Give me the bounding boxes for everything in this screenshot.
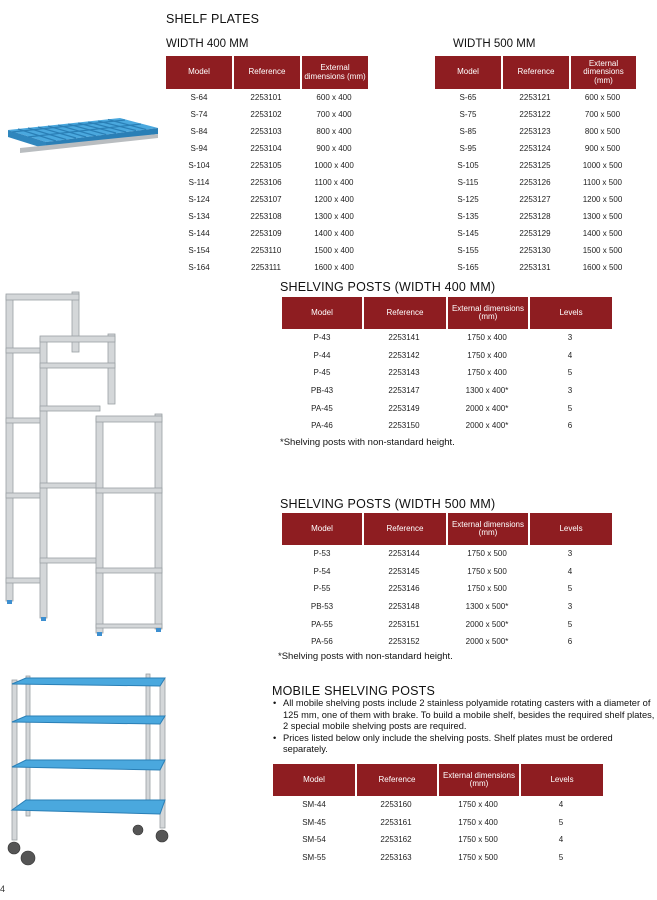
dimensions-cell: 1500 x 500	[582, 246, 623, 255]
header-model: Model	[166, 56, 232, 89]
table-row	[166, 208, 368, 225]
posts-400-table	[282, 297, 612, 435]
reference-cell: 2253147	[388, 386, 420, 396]
model-cell: PB-53	[310, 602, 334, 612]
dimensions-cell: 1300 x 400	[314, 212, 354, 221]
header-reference: Reference	[355, 764, 437, 796]
header-dimensions: External dimensions (mm)	[569, 56, 636, 89]
levels-cell: 4	[558, 800, 564, 810]
reference-cell: 2253148	[388, 602, 420, 612]
table-row	[282, 580, 612, 598]
reference-cell: 2253123	[519, 127, 551, 136]
dimensions-cell: 1750 x 500	[458, 835, 498, 845]
reference-cell: 2253104	[250, 144, 282, 153]
dimensions-cell: 1750 x 500	[467, 549, 507, 559]
table-row	[435, 242, 636, 259]
header-dimensions: External dimensions (mm)	[437, 764, 519, 796]
width-400-title: WIDTH 400 MM	[166, 38, 249, 50]
model-cell: S-135	[457, 212, 479, 221]
levels-cell: 5	[567, 619, 573, 629]
reference-cell: 2253106	[250, 178, 282, 187]
reference-cell: 2253128	[519, 212, 551, 221]
model-cell: S-144	[188, 229, 210, 238]
levels-cell: 3	[567, 386, 573, 396]
page-number: 4	[0, 884, 6, 894]
dimensions-cell: 700 x 400	[316, 110, 352, 119]
model-cell: S-124	[188, 195, 210, 204]
model-cell: S-65	[459, 93, 477, 102]
dimensions-cell: 1750 x 400	[458, 800, 498, 810]
model-cell: P-45	[313, 368, 331, 378]
header-reference: Reference	[232, 56, 300, 89]
dimensions-cell: 2000 x 500*	[465, 637, 509, 647]
header-levels: Levels	[528, 513, 612, 545]
dimensions-cell: 1600 x 500	[582, 263, 623, 272]
reference-cell: 2253144	[388, 549, 420, 559]
model-cell: SM-55	[302, 853, 326, 863]
reference-cell: 2253126	[519, 178, 551, 187]
table-row	[282, 399, 612, 417]
width-500-title: WIDTH 500 MM	[453, 38, 536, 50]
model-cell: S-164	[188, 263, 210, 272]
dimensions-cell: 1100 x 500	[583, 178, 622, 187]
reference-cell: 2253131	[519, 263, 551, 272]
reference-cell: 2253122	[519, 110, 551, 119]
table-row	[273, 831, 603, 849]
dimensions-cell: 800 x 500	[584, 127, 621, 136]
dimensions-cell: 1000 x 400	[314, 161, 354, 170]
dimensions-cell: 1750 x 400	[467, 333, 507, 343]
table-row	[435, 191, 636, 208]
table-row	[435, 174, 636, 191]
levels-cell: 4	[558, 835, 564, 845]
dimensions-cell: 1750 x 500	[458, 853, 498, 863]
table-row	[282, 545, 612, 563]
table-row	[282, 329, 612, 347]
table-row	[166, 89, 368, 106]
model-cell: PA-46	[311, 421, 333, 431]
model-cell: S-134	[188, 212, 210, 221]
dimensions-cell: 900 x 400	[316, 144, 352, 153]
dimensions-cell: 1300 x 500*	[465, 602, 509, 612]
header-dimensions: External dimensions (mm)	[300, 56, 368, 89]
model-cell: S-105	[457, 161, 479, 170]
model-cell: S-114	[188, 178, 210, 187]
reference-cell: 2253108	[250, 212, 282, 221]
header-reference: Reference	[362, 297, 446, 329]
table-row	[166, 191, 368, 208]
reference-cell: 2253127	[519, 195, 551, 204]
reference-cell: 2253150	[388, 421, 420, 431]
table-row	[435, 259, 636, 276]
levels-cell: 6	[567, 421, 573, 431]
reference-cell: 2253151	[388, 619, 420, 629]
model-cell: S-145	[457, 229, 479, 238]
shelf-plates-title: SHELF PLATES	[166, 12, 260, 26]
dimensions-cell: 700 x 500	[584, 110, 621, 119]
table-row	[166, 123, 368, 140]
table-row	[435, 140, 636, 157]
reference-cell: 2253142	[388, 350, 420, 360]
mobile-posts-table	[273, 764, 603, 866]
dimensions-cell: 1750 x 500	[467, 566, 507, 576]
table-row	[282, 615, 612, 633]
model-cell: P-44	[313, 350, 331, 360]
levels-cell: 5	[567, 368, 573, 378]
levels-cell: 4	[567, 566, 573, 576]
reference-cell: 2253145	[388, 566, 420, 576]
reference-cell: 2253107	[250, 195, 282, 204]
dimensions-cell: 1200 x 500	[582, 195, 623, 204]
table-row	[435, 208, 636, 225]
table-row	[435, 123, 636, 140]
reference-cell: 2253130	[519, 246, 551, 255]
model-cell: P-53	[313, 549, 331, 559]
table-row	[282, 347, 612, 365]
mobile-bullet-prices: • Prices listed below only include the shelving posts. Shelf plates must be ordered separately.	[271, 733, 655, 756]
dimensions-cell: 600 x 400	[316, 93, 352, 102]
table-row	[273, 814, 603, 832]
dimensions-cell: 1400 x 500	[582, 229, 623, 238]
table-header-row	[273, 764, 603, 796]
shelf-plate-image	[0, 108, 160, 168]
model-cell: S-125	[457, 195, 479, 204]
model-cell: S-94	[190, 144, 208, 153]
dimensions-cell: 1750 x 400	[467, 368, 507, 378]
model-cell: P-55	[313, 584, 331, 594]
posts-500-table	[282, 513, 612, 651]
header-dimensions: External dimensions (mm)	[446, 513, 528, 545]
mobile-bullet-list	[271, 698, 655, 756]
table-row	[166, 242, 368, 259]
reference-cell: 2253143	[388, 368, 420, 378]
header-model: Model	[435, 56, 501, 89]
table-row	[166, 140, 368, 157]
posts-400-note: *Shelving posts with non-standard height.	[280, 437, 455, 448]
reference-cell: 2253121	[519, 93, 551, 102]
reference-cell: 2253141	[388, 333, 420, 343]
reference-cell: 2253110	[250, 246, 282, 255]
mobile-shelving-image	[0, 672, 178, 870]
table-row	[435, 89, 636, 106]
levels-cell: 6	[567, 637, 573, 647]
reference-cell: 2253111	[251, 263, 281, 272]
table-header-row	[282, 513, 612, 545]
reference-cell: 2253161	[380, 817, 412, 827]
reference-cell: 2253163	[380, 853, 412, 863]
reference-cell: 2253149	[388, 403, 420, 413]
model-cell: SM-45	[302, 817, 326, 827]
reference-cell: 2253162	[380, 835, 412, 845]
table-header-row	[166, 56, 368, 89]
model-cell: P-54	[313, 566, 331, 576]
model-cell: PA-56	[311, 637, 333, 647]
dimensions-cell: 2000 x 400*	[465, 421, 509, 431]
table-row	[435, 157, 636, 174]
table-row	[282, 563, 612, 581]
dimensions-cell: 1300 x 400*	[465, 386, 509, 396]
table-row	[282, 364, 612, 382]
dimensions-cell: 1750 x 400	[458, 817, 498, 827]
table-row	[166, 259, 368, 276]
dimensions-cell: 2000 x 500*	[465, 619, 509, 629]
model-cell: S-64	[190, 93, 208, 102]
reference-cell: 2253105	[250, 161, 282, 170]
model-cell: S-104	[188, 161, 210, 170]
model-cell: PA-45	[311, 403, 333, 413]
model-cell: SM-54	[302, 835, 326, 845]
header-levels: Levels	[528, 297, 612, 329]
reference-cell: 2253125	[519, 161, 551, 170]
table-row	[166, 225, 368, 242]
dimensions-cell: 1750 x 400	[467, 350, 507, 360]
shelving-posts-image	[0, 288, 168, 644]
dimensions-cell: 2000 x 400*	[465, 403, 509, 413]
levels-cell: 3	[567, 333, 573, 343]
header-model: Model	[282, 513, 362, 545]
model-cell: S-85	[459, 127, 477, 136]
shelf-plates-500-table	[435, 56, 636, 276]
header-levels: Levels	[519, 764, 603, 796]
reference-cell: 2253124	[519, 144, 551, 153]
table-row	[435, 106, 636, 123]
model-cell: S-155	[457, 246, 479, 255]
table-header-row	[282, 297, 612, 329]
levels-cell: 5	[567, 403, 573, 413]
reference-cell: 2253129	[519, 229, 551, 238]
posts-500-note: *Shelving posts with non-standard height.	[278, 651, 453, 662]
table-row	[282, 633, 612, 651]
dimensions-cell: 900 x 500	[584, 144, 621, 153]
mobile-bullet-casters: • All mobile shelving posts include 2 stainless polyamide rotating casters with a diameter of 125 mm, one of them with brake. To build a mobile shelf, besides the required shelf plates, 2 special mobile shelving posts are required.	[271, 698, 655, 733]
dimensions-cell: 1400 x 400	[314, 229, 354, 238]
model-cell: S-84	[190, 127, 208, 136]
levels-cell: 5	[558, 817, 564, 827]
posts-400-title: SHELVING POSTS (WIDTH 400 MM)	[280, 280, 496, 294]
model-cell: S-95	[459, 144, 477, 153]
model-cell: PB-43	[310, 386, 334, 396]
levels-cell: 3	[567, 549, 573, 559]
dimensions-cell: 1200 x 400	[314, 195, 354, 204]
table-row	[282, 382, 612, 400]
table-header-row	[435, 56, 636, 89]
table-row	[166, 157, 368, 174]
model-cell: P-43	[313, 333, 331, 343]
table-row	[282, 417, 612, 435]
reference-cell: 2253101	[250, 93, 282, 102]
reference-cell: 2253109	[250, 229, 282, 238]
table-row	[273, 849, 603, 867]
header-reference: Reference	[501, 56, 569, 89]
levels-cell: 3	[567, 602, 573, 612]
model-cell: PA-55	[311, 619, 333, 629]
dimensions-cell: 600 x 500	[584, 93, 621, 102]
model-cell: S-115	[457, 178, 479, 187]
reference-cell: 2253160	[380, 800, 412, 810]
model-cell: S-75	[459, 110, 477, 119]
shelf-plates-400-table	[166, 56, 368, 276]
reference-cell: 2253103	[250, 127, 282, 136]
header-dimensions: External dimensions (mm)	[446, 297, 528, 329]
dimensions-cell: 1600 x 400	[314, 263, 354, 272]
dimensions-cell: 1000 x 500	[582, 161, 623, 170]
dimensions-cell: 1500 x 400	[314, 246, 354, 255]
table-row	[273, 796, 603, 814]
posts-500-title: SHELVING POSTS (WIDTH 500 MM)	[280, 497, 496, 511]
levels-cell: 5	[558, 853, 564, 863]
mobile-posts-title: MOBILE SHELVING POSTS	[272, 684, 436, 698]
levels-cell: 4	[567, 350, 573, 360]
dimensions-cell: 1300 x 500	[582, 212, 623, 221]
table-row	[435, 225, 636, 242]
model-cell: S-154	[188, 246, 210, 255]
dimensions-cell: 800 x 400	[316, 127, 352, 136]
reference-cell: 2253102	[250, 110, 282, 119]
levels-cell: 5	[567, 584, 573, 594]
table-row	[282, 598, 612, 616]
table-row	[166, 106, 368, 123]
header-reference: Reference	[362, 513, 446, 545]
model-cell: S-165	[457, 263, 479, 272]
header-model: Model	[273, 764, 355, 796]
reference-cell: 2253152	[388, 637, 420, 647]
model-cell: S-74	[190, 110, 208, 119]
model-cell: SM-44	[302, 800, 326, 810]
dimensions-cell: 1100 x 400	[314, 178, 354, 187]
dimensions-cell: 1750 x 500	[467, 584, 507, 594]
header-model: Model	[282, 297, 362, 329]
reference-cell: 2253146	[388, 584, 420, 594]
table-row	[166, 174, 368, 191]
